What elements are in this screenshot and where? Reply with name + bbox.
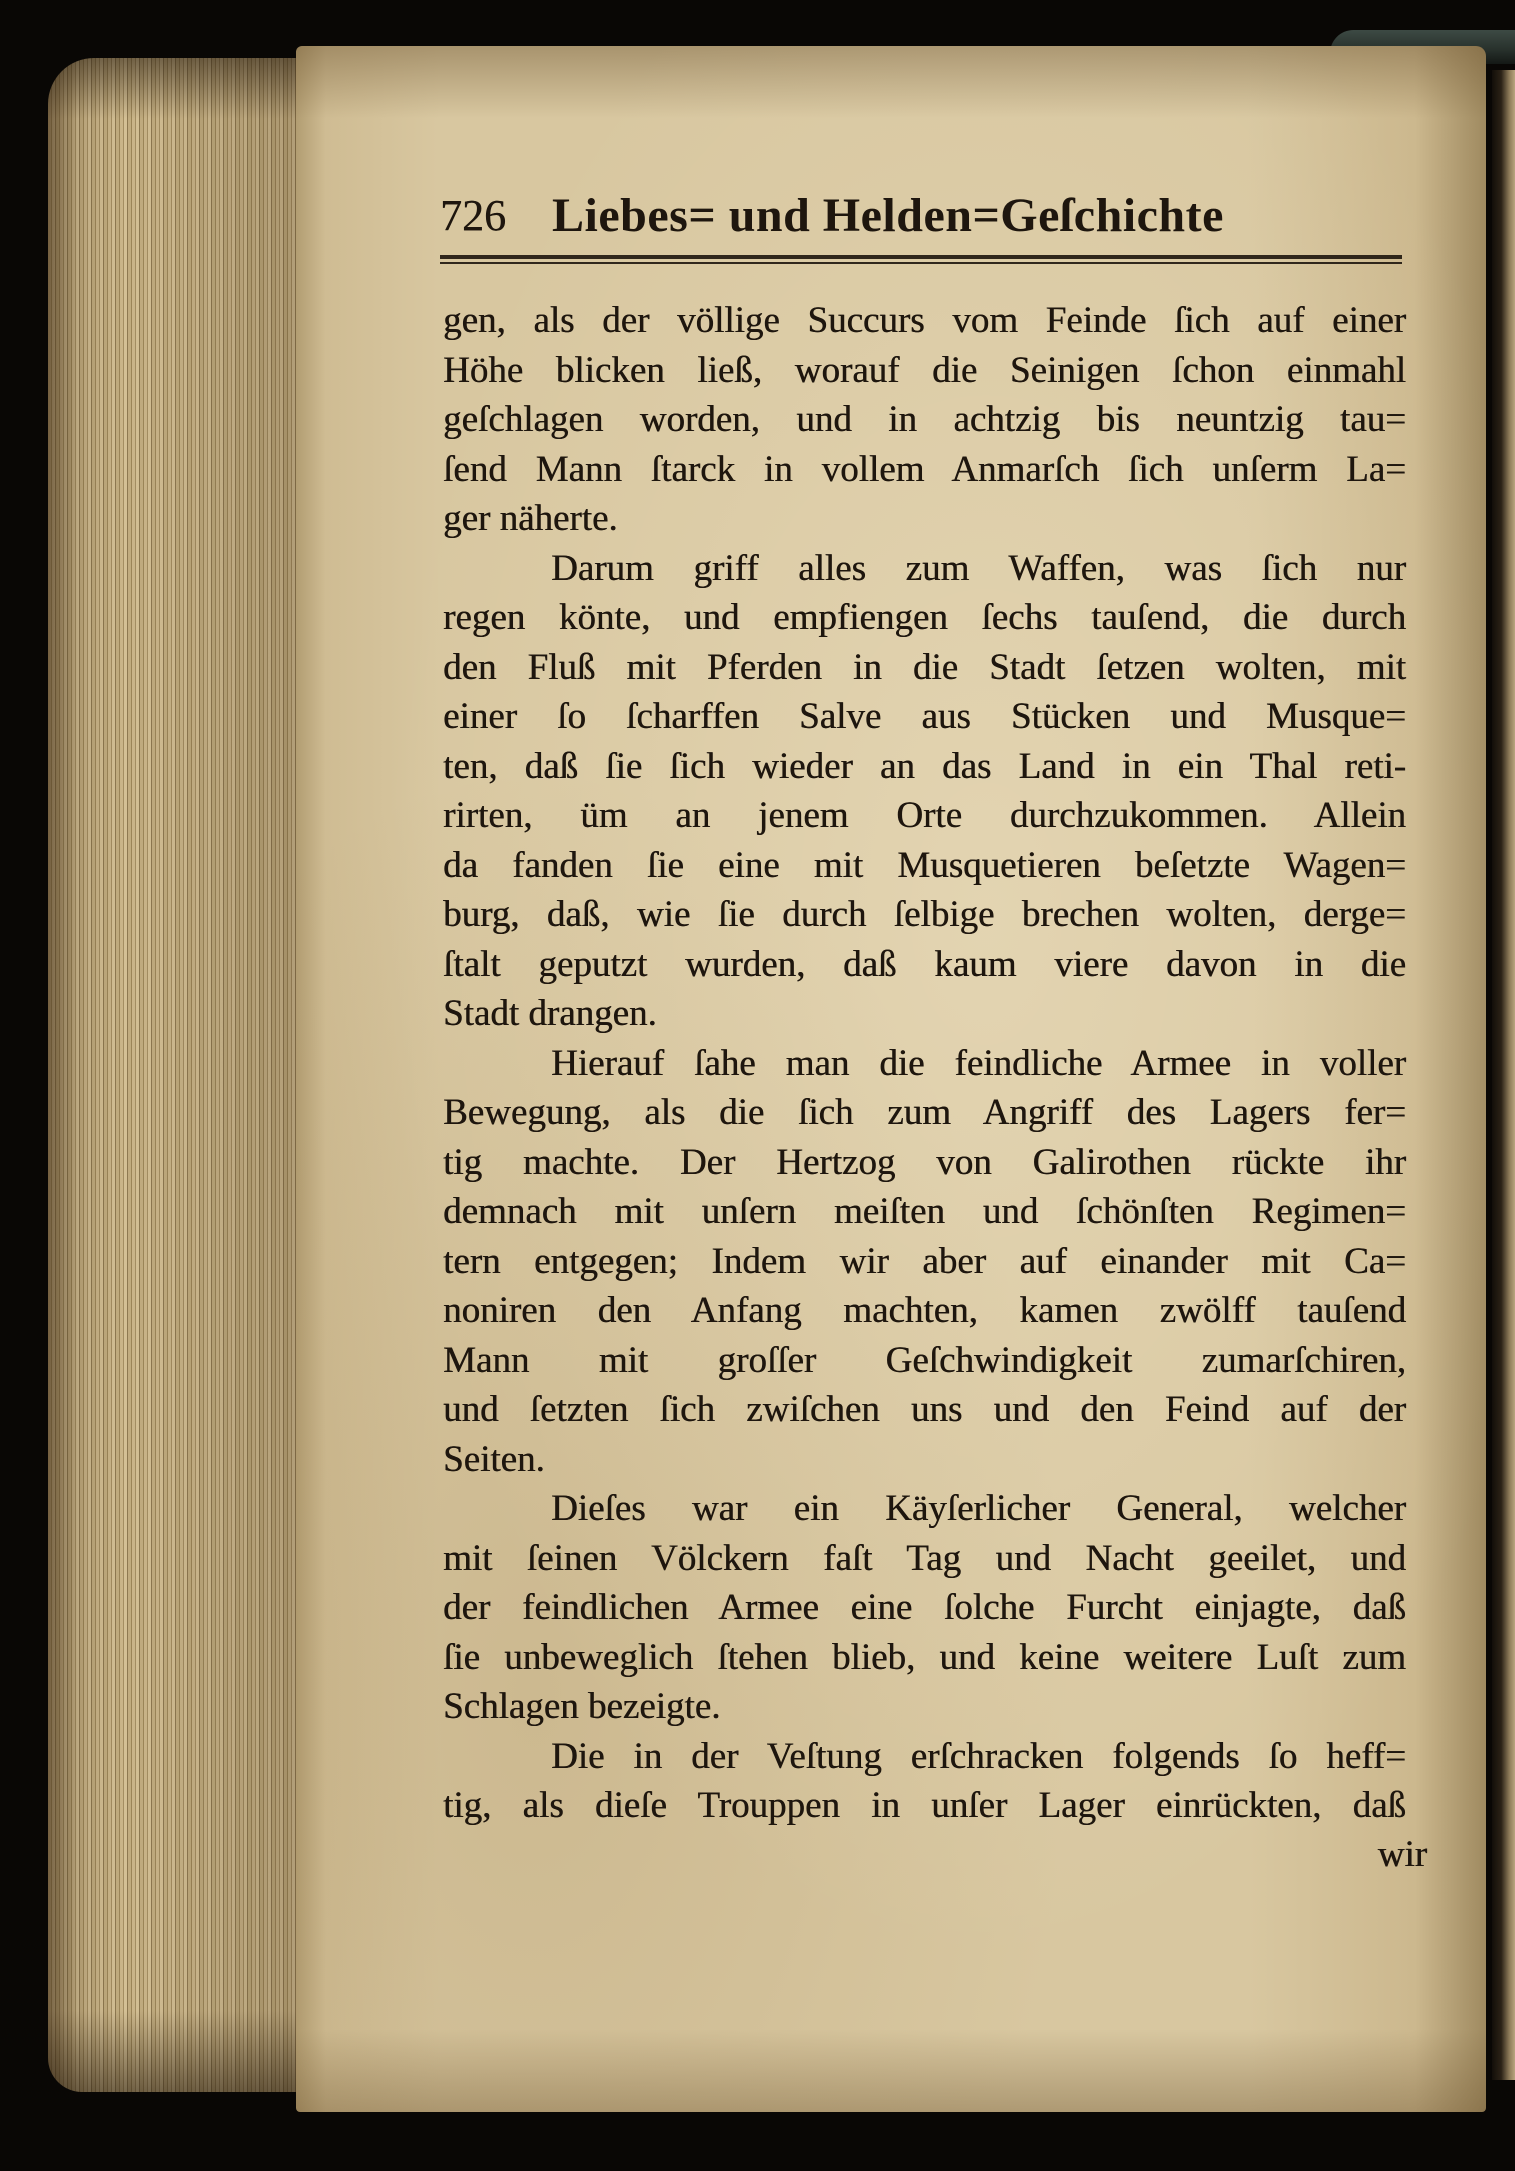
text-line: ſtalt geputzt wurden, daß kaum viere davon in die <box>443 943 1406 985</box>
text-line: burg, daß, wie ſie durch ſelbige brechen wolten, derge= <box>443 894 1406 935</box>
page-number: 726 <box>440 190 506 240</box>
header-rule <box>440 255 1402 264</box>
text-line: rirten, üm an jenem Orte durchzukommen. Allein <box>443 795 1406 836</box>
text-line: da fanden ſie eine mit Musquetieren beſetzte Wagen= <box>443 844 1406 886</box>
text-line: ten, daß ſie ſich wieder an das Land in ein Thal reti- <box>443 745 1406 787</box>
text-line: Die in der Veſtung erſchracken folgends ſo heff= <box>551 1735 1406 1777</box>
text-line: Seiten. <box>443 1438 545 1480</box>
text-line: gen, als der völlige Succurs vom Feinde ſich auf einer <box>443 300 1406 341</box>
text-line: demnach mit unſern meiſten und ſchönſten Regimen= <box>443 1191 1406 1232</box>
text-line: regen könte, und empfiengen ſechs tauſend, die durch <box>443 597 1406 638</box>
paragraph <box>443 1484 1406 1732</box>
text-line: Dieſes war ein Käyſerlicher General, welcher <box>551 1488 1406 1529</box>
text-line: Darum griff alles zum Waffen, was ſich nur <box>551 547 1406 589</box>
text-line: tig machte. Der Hertzog von Galirothen rückte ihr <box>443 1141 1406 1183</box>
text-line: ſie unbeweglich ſtehen blieb, und keine weitere Luſt zum <box>443 1636 1406 1678</box>
book-page <box>296 46 1486 2112</box>
text-line: der feindlichen Armee eine ſolche Furcht einjagte, daß <box>443 1587 1406 1628</box>
text-line: tig, als dieſe Trouppen in unſer Lager einrückten, daß <box>443 1785 1406 1826</box>
text-line: mit ſeinen Völckern faſt Tag und Nacht geeilet, und <box>443 1537 1406 1579</box>
text-line: noniren den Anfang machten, kamen zwölff tauſend <box>443 1290 1406 1331</box>
running-title: Liebes= und Helden=Geſchichte <box>552 188 1224 242</box>
facing-page-edge <box>1492 70 1515 2080</box>
text-line: Schlagen bezeigte. <box>443 1686 721 1727</box>
text-line: tern entgegen; Indem wir aber auf einander mit Ca= <box>443 1240 1406 1282</box>
text-line: geſchlagen worden, und in achtzig bis neuntzig tau= <box>443 399 1406 440</box>
text-line: ger näherte. <box>443 498 618 539</box>
page-edges <box>48 58 304 2092</box>
paragraph <box>443 1039 1406 1485</box>
paragraph <box>443 1732 1406 1831</box>
paragraph <box>443 296 1406 544</box>
text-line: Höhe blicken ließ, worauf die Seinigen ſchon einmahl <box>443 349 1406 391</box>
text-line: einer ſo ſcharffen Salve aus Stücken und Musque= <box>443 696 1406 737</box>
text-line: ſend Mann ſtarck in vollem Anmarſch ſich unſerm La= <box>443 448 1406 490</box>
paragraph <box>443 544 1406 1039</box>
text-line: Mann mit groſſer Geſchwindigkeit zumarſchiren, <box>443 1339 1406 1381</box>
catchword: wir <box>1377 1834 1427 1875</box>
text-line: den Fluß mit Pferden in die Stadt ſetzen wolten, mit <box>443 646 1406 688</box>
text-line: Stadt drangen. <box>443 993 657 1034</box>
text-line: Hierauf ſahe man die feindliche Armee in voller <box>551 1042 1406 1084</box>
text-line: und ſetzten ſich zwiſchen uns und den Feind auf der <box>443 1389 1406 1430</box>
running-head <box>440 180 1224 250</box>
text-line: Bewegung, als die ſich zum Angriff des Lagers fer= <box>443 1092 1406 1133</box>
body-text <box>443 296 1406 1831</box>
